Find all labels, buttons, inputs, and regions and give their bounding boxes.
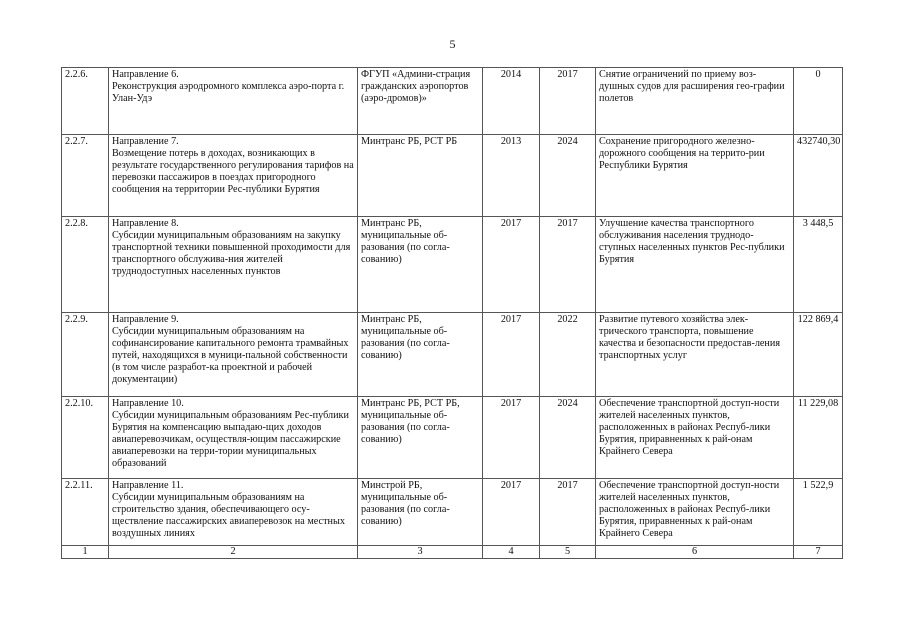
row-result: Снятие ограничений по приему воз-душных судов для расширения гео-графии полетов <box>596 68 794 135</box>
row-start-year: 2013 <box>483 135 540 217</box>
row-end-year: 2017 <box>540 68 596 135</box>
table-row <box>62 68 843 135</box>
direction-label: Направление 8. <box>112 218 179 229</box>
row-value: 11 229,08 <box>794 397 843 479</box>
row-number: 2.2.11. <box>62 479 109 546</box>
row-start-year: 2017 <box>483 397 540 479</box>
row-executor: Минтранс РБ, РСТ РБ <box>358 135 483 217</box>
table-row <box>62 397 843 479</box>
row-result: Развитие путевого хозяйства элек-трического транспорта, повышение качества и безопасности предостав-ления транспортных услуг <box>596 313 794 397</box>
description-text: Субсидии муниципальным образованиям на закупку транспортной техники повышенной проходимости для транспортного обслужива-ния жителей труднодоступных населенных пунктов <box>112 230 351 278</box>
row-description <box>109 397 358 479</box>
column-number: 4 <box>483 546 540 559</box>
row-number: 2.2.10. <box>62 397 109 479</box>
column-number-row <box>62 546 843 559</box>
table-row <box>62 217 843 313</box>
column-number: 3 <box>358 546 483 559</box>
row-result: Сохранение пригородного железно-дорожного сообщения на террито-рии Республики Бурятия <box>596 135 794 217</box>
row-value: 3 448,5 <box>794 217 843 313</box>
row-start-year: 2017 <box>483 479 540 546</box>
table-row <box>62 479 843 546</box>
row-description <box>109 217 358 313</box>
row-number: 2.2.8. <box>62 217 109 313</box>
row-number: 2.2.7. <box>62 135 109 217</box>
row-start-year: 2014 <box>483 68 540 135</box>
row-end-year: 2022 <box>540 313 596 397</box>
row-executor: Минтранс РБ, муниципальные об-разования (по согла-сованию) <box>358 313 483 397</box>
description-text: Субсидии муниципальным образованиям Рес-публики Бурятия на компенсацию выпадаю-щих доходов авиаперевозчикам, осуществля-ющим пассажирские авиаперевозки на терри-тории муниципальных образований <box>112 410 349 470</box>
row-start-year: 2017 <box>483 313 540 397</box>
column-number: 5 <box>540 546 596 559</box>
row-end-year: 2017 <box>540 217 596 313</box>
row-value: 432740,30 <box>794 135 843 217</box>
page-number: 5 <box>449 37 456 51</box>
row-number: 2.2.6. <box>62 68 109 135</box>
row-description <box>109 479 358 546</box>
description-text: Реконструкция аэродромного комплекса аэро-порта г. Улан-Удэ <box>112 81 345 105</box>
row-description <box>109 68 358 135</box>
column-number: 7 <box>794 546 843 559</box>
row-description <box>109 135 358 217</box>
row-value: 122 869,4 <box>794 313 843 397</box>
column-number: 2 <box>109 546 358 559</box>
row-executor: Минтранс РБ, РСТ РБ, муниципальные об-разования (по согла-сованию) <box>358 397 483 479</box>
row-result: Обеспечение транспортной доступ-ности жителей населенных пунктов, расположенных в районах Респуб-лики Бурятия, приравненных к рай-онам Крайнего Севера <box>596 479 794 546</box>
row-value: 0 <box>794 68 843 135</box>
row-result: Улучшение качества транспортного обслуживания населения труднодо-ступных населенных пунктов Рес-публики Бурятия <box>596 217 794 313</box>
program-table <box>61 67 843 559</box>
row-result: Обеспечение транспортной доступ-ности жителей населенных пунктов, расположенных в районах Респуб-лики Бурятия, приравненных к рай-онам Крайнего Севера <box>596 397 794 479</box>
description-text: Субсидии муниципальным образованиям на строительство здания, обеспечивающего осу-ществление пассажирских авиаперевозок на местных воздушных линиях <box>112 492 345 540</box>
row-end-year: 2017 <box>540 479 596 546</box>
description-text: Возмещение потерь в доходах, возникающих в результате государственного регулирования тарифов на перевозки пассажиров в поездах пригородного сообщения на территории Рес-публики Бурятия <box>112 148 354 196</box>
table-row <box>62 313 843 397</box>
direction-label: Направление 9. <box>112 314 179 325</box>
direction-label: Направление 10. <box>112 398 184 409</box>
column-number: 6 <box>596 546 794 559</box>
row-description <box>109 313 358 397</box>
row-number: 2.2.9. <box>62 313 109 397</box>
column-number: 1 <box>62 546 109 559</box>
direction-label: Направление 6. <box>112 69 179 80</box>
row-end-year: 2024 <box>540 397 596 479</box>
row-executor: Минтранс РБ, муниципальные об-разования (по согла-сованию) <box>358 217 483 313</box>
row-executor: ФГУП «Админи-страция гражданских аэропортов (аэро-дромов)» <box>358 68 483 135</box>
row-value: 1 522,9 <box>794 479 843 546</box>
row-executor: Минстрой РБ, муниципальные об-разования (по согла-сованию) <box>358 479 483 546</box>
direction-label: Направление 7. <box>112 136 179 147</box>
table-row <box>62 135 843 217</box>
direction-label: Направление 11. <box>112 480 184 491</box>
row-start-year: 2017 <box>483 217 540 313</box>
description-text: Субсидии муниципальным образованиям на софинансирование капитального ремонта трамвайных путей, находящихся в муници-пальной собственности (в том числе разработ-ка проектной и рабочей документации) <box>112 326 349 386</box>
row-end-year: 2024 <box>540 135 596 217</box>
